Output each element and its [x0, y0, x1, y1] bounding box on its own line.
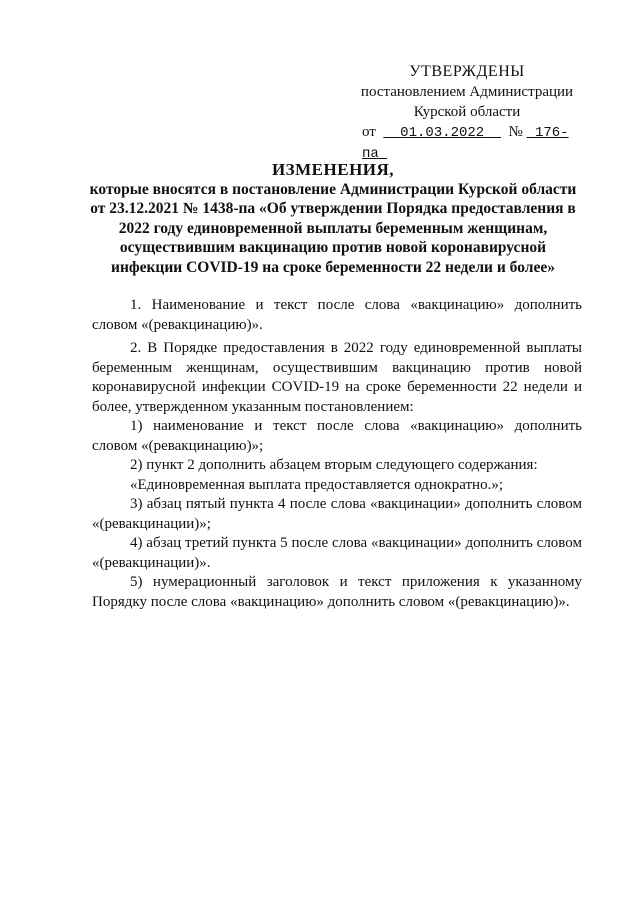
approval-line-1: постановлением Администрации	[360, 84, 574, 100]
subitem-2-quote: «Единовременная выплата предоставляется однократно.»;	[130, 476, 503, 493]
document-title	[80, 160, 586, 277]
paragraph-1: 1. Наименование и текст после слова «вакцинацию» дополнить словом «(ревакцинацию)».	[92, 297, 582, 333]
number-prefix: №	[508, 124, 523, 140]
title-line-4: осуществившим вакцинацию против новой коронавирусной	[119, 239, 547, 256]
subitem-1: 1) наименование и текст после слова «вакцинацию» дополнить словом «(ревакцинацию)»;	[92, 418, 582, 454]
title-heading: ИЗМЕНЕНИЯ,	[271, 160, 395, 179]
subitem-4: 4) абзац третий пункта 5 после слова «вакцинации» дополнить словом «(ревакцинации)».	[92, 535, 582, 571]
title-line-1: которые вносятся в постановление Администрации Курской области	[89, 180, 577, 198]
paragraph-2: 2. В Порядке предоставления в 2022 году единовременной выплаты беременным женщинам, осуществившим вакцинацию против новой коронавирусной инфекции COVID-19 на сроке беременности 22 недели и более, утвержденном указанным постановлением:	[92, 340, 582, 415]
title-line-5: инфекции COVID-19 на сроке беременности 22 недели и более»	[111, 258, 555, 276]
title-line-3: 2022 году единовременной выплаты беременным женщинам,	[118, 219, 548, 237]
approved-label: УТВЕРЖДЕНЫ	[409, 63, 525, 80]
title-line-2: от 23.12.2021 № 1438-па «Об утверждении Порядка предоставления в	[90, 200, 576, 217]
approval-stamp	[352, 62, 582, 164]
subitem-5: 5) нумерационный заголовок и текст приложения к указанному Порядку после слова «вакцинацию» дополнить словом «(ревакцинацию)».	[92, 574, 582, 610]
date-prefix: от	[362, 124, 376, 140]
subitem-2: 2) пункт 2 дополнить абзацем вторым следующего содержания:	[130, 457, 538, 473]
approval-date-line	[352, 122, 582, 164]
document-body	[92, 296, 582, 612]
approval-date: 01.03.2022	[400, 125, 485, 141]
approval-number: 176-па	[362, 125, 569, 162]
approval-line-2: Курской области	[413, 104, 521, 120]
subitem-3: 3) абзац пятый пункта 4 после слова «вакцинации» дополнить словом «(ревакцинации)»;	[92, 496, 582, 532]
